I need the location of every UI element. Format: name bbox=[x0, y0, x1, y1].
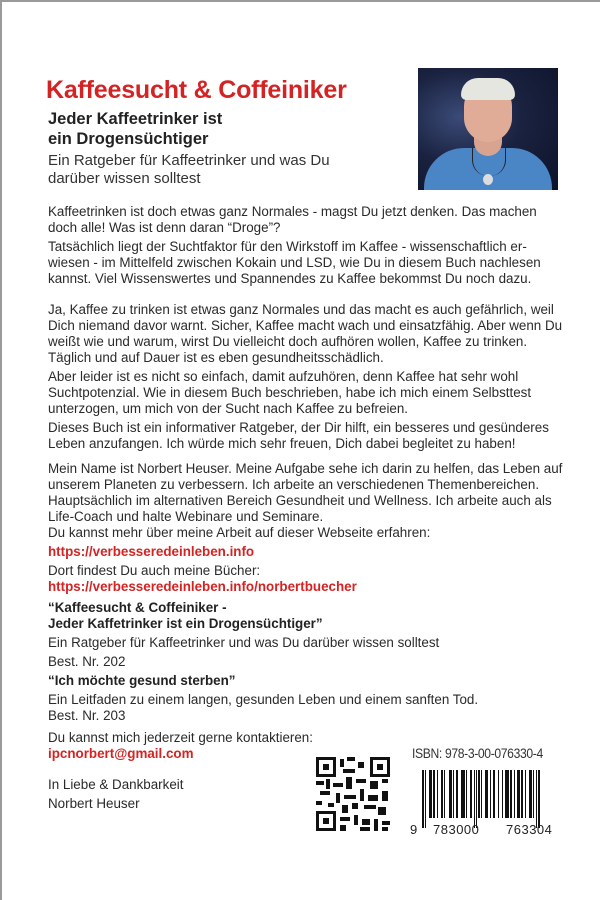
intro-paragraph-2: Tatsächlich liegt der Suchtfaktor für den Wirkstoff im Kaffee - wissenschaftlich er-wiesen - im Mittelfeld zwischen Kokain und LSD, wie Du in diesem Buch nachlesen kannst. Viel Wissenswertes und Spannendes zu Kaffee bekommst Du noch dazu. bbox=[48, 239, 541, 286]
book-2-description: Ein Leitfaden zu einem langen, gesunden Leben und einem sanften Tod. bbox=[48, 692, 479, 707]
photo-pendant bbox=[483, 174, 493, 185]
book-subtitle bbox=[48, 109, 378, 149]
book-title: Kaffeesucht & Coffeiniker bbox=[46, 76, 347, 104]
email-link[interactable]: ipcnorbert@gmail.com bbox=[48, 746, 194, 761]
intro-paragraph-1: Kaffeetrinken ist doch etwas ganz Normales - magst Du jetzt denken. Das machen doch alle! Was ist denn daran “Droge”? bbox=[48, 204, 537, 235]
main-paragraph-3: Dieses Buch ist ein informativer Ratgeber, der Dir hilft, ein besseres und gesünderes Leben anzufangen. Ich würde mich sehr freuen, Dich dabei begleitet zu haben! bbox=[48, 420, 549, 451]
contact-section bbox=[48, 730, 328, 812]
main-paragraph-2: Aber leider ist es nicht so einfach, damit aufzuhören, denn Kaffee hat sehr wohl Suchtpotenzial. Wie in diesem Buch beschrieben, habe ich mich einem Selbsttest unterzogen, um mich von der Sucht nach Kaffee zu befreien. bbox=[48, 369, 532, 416]
main-section bbox=[48, 302, 568, 455]
books-link[interactable]: https://verbesseredeinleben.info/norbertbuecher bbox=[48, 579, 357, 594]
isbn-number: ISBN: 978-3-00-076330-4 bbox=[412, 746, 543, 761]
photo-hair bbox=[461, 78, 515, 100]
barcode-digits-right: 763304 bbox=[506, 822, 553, 837]
book-1-description: Ein Ratgeber für Kaffeetrinker und was Du darüber wissen solltest bbox=[48, 635, 440, 650]
barcode bbox=[422, 770, 566, 828]
subtitle-line-1: Jeder Kaffeetrinker ist bbox=[48, 110, 223, 128]
signature: Norbert Heuser bbox=[48, 796, 140, 811]
book-1-title-line-1: “Kaffeesucht & Coffeiniker - bbox=[48, 600, 227, 615]
author-photo bbox=[418, 68, 558, 190]
books-section bbox=[48, 600, 568, 724]
book-tagline bbox=[48, 152, 378, 188]
qr-finder-bottom-left bbox=[316, 811, 336, 831]
qr-finder-top-left bbox=[316, 757, 336, 777]
contact-intro: Du kannst mich jederzeit gerne kontaktieren: bbox=[48, 730, 313, 745]
barcode-digit-first: 9 bbox=[410, 822, 418, 837]
main-paragraph-1: Ja, Kaffee zu trinken ist etwas ganz Normales und das macht es auch gefährlich, weil Dich niemand davor warnt. Sicher, Kaffee macht wach und einsatzfähig. Aber wenn Du weißt wie und warum, wirst Du vielleicht doch aufhören wollen, Kaffee zu trinken. Täglich und auf Dauer ist es eben gesundheitsschädlich. bbox=[48, 302, 563, 365]
qr-code bbox=[316, 757, 390, 831]
barcode-digits-left: 783000 bbox=[433, 822, 480, 837]
website-intro: Du kannst mehr über meine Arbeit auf dieser Webseite erfahren: bbox=[48, 525, 431, 540]
intro-section bbox=[48, 204, 568, 290]
author-section bbox=[48, 461, 568, 595]
book-2-order-number: Best. Nr. 203 bbox=[48, 708, 126, 723]
qr-finder-top-right bbox=[370, 757, 390, 777]
author-bio: Mein Name ist Norbert Heuser. Meine Aufgabe sehe ich darin zu helfen, das Leben auf unserem Planeten zu verbessern. Ich arbeite an verschiedenen Themenbereichen. Hauptsächlich im alternativen Bereich Gesundheit und Wellness. Ich arbeite auch als Life-Coach und halte Webinare und Seminare. bbox=[48, 461, 563, 524]
book-1-title-line-2: Jeder Kaffetrinker ist ein Drogensüchtiger” bbox=[48, 616, 323, 631]
website-link[interactable]: https://verbesseredeinleben.info bbox=[48, 544, 255, 559]
tagline-line-2: darüber wissen solltest bbox=[48, 170, 201, 187]
books-intro: Dort findest Du auch meine Bücher: bbox=[48, 563, 261, 578]
book-2-title: “Ich möchte gesund sterben” bbox=[48, 673, 236, 688]
book-1-order-number: Best. Nr. 202 bbox=[48, 654, 126, 669]
tagline-line-1: Ein Ratgeber für Kaffeetrinker und was Du bbox=[48, 152, 330, 169]
subtitle-line-2: ein Drogensüchtiger bbox=[48, 130, 209, 148]
closing-line: In Liebe & Dankbarkeit bbox=[48, 777, 184, 792]
